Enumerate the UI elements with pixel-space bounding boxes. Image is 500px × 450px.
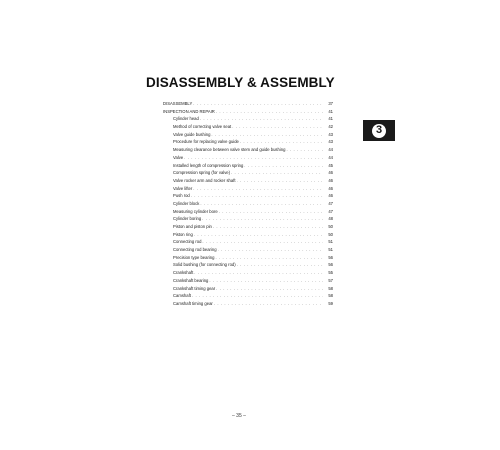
toc-entry (163, 261, 333, 269)
page-number: – 35 – (232, 413, 246, 419)
toc-entry (163, 138, 333, 146)
toc-entry-page: 47 (328, 200, 333, 206)
section-number: 3 (375, 124, 383, 136)
toc-entry-label: Push rod (173, 193, 190, 199)
toc-entry-page: 47 (328, 208, 333, 214)
toc-entry-label: Crankshaft (173, 270, 194, 276)
toc-entry-label: Installed length of compression spring (173, 162, 244, 168)
toc-entry-page: 37 (328, 101, 333, 106)
toc-entry-label: Valve guide bushing (173, 131, 211, 137)
toc-entry-label: Valve rocker arm and rocker shaft (173, 177, 236, 183)
toc-entry-label: Measuring cylinder bore (173, 208, 218, 214)
toc-leader-dots (215, 254, 323, 262)
toc-leader-dots (237, 261, 323, 269)
toc-entry-page: 45 (328, 162, 333, 168)
toc-entry-page: 51 (328, 239, 333, 245)
toc-entry-label: Procedure for replacing valve guide (173, 139, 239, 145)
section-tab (363, 120, 395, 141)
toc-entry (163, 185, 333, 193)
toc-entry (163, 208, 333, 216)
toc-entry-label: Method of correcting valve seat (173, 124, 232, 130)
toc-entry-label: DISASSEMBLY (163, 101, 193, 106)
toc-entry (163, 269, 333, 277)
toc-entry-label: Connecting rod bearing (173, 247, 217, 253)
toc-leader-dots (286, 146, 323, 154)
toc-leader-dots (191, 192, 323, 200)
toc-entry-page: 51 (328, 247, 333, 253)
toc-entry-page: 56 (328, 262, 333, 268)
toc-entry-label: Cylinder block (173, 200, 200, 206)
toc-entry-label: Valve lifter (173, 185, 193, 191)
toc-leader-dots (231, 169, 323, 177)
toc-entry (163, 100, 333, 108)
toc-leader-dots (200, 115, 323, 123)
toc-entry-label: INSPECTION AND REPAIR (163, 108, 215, 114)
toc-entry-page: 56 (328, 254, 333, 260)
toc-entry-page: 44 (328, 154, 333, 160)
toc-entry (163, 192, 333, 200)
toc-entry-label: Camshaft timing gear (173, 300, 213, 306)
toc-leader-dots (216, 285, 323, 293)
toc-entry-page: 44 (328, 147, 333, 153)
toc-entry-page: 58 (328, 285, 333, 291)
toc-entry-label: Valve (173, 154, 184, 160)
toc-leader-dots (218, 246, 323, 254)
toc-entry-label: Camshaft (173, 293, 191, 299)
toc-entry (163, 169, 333, 177)
toc-entry-label: Solid bushing (for connecting rod) (173, 262, 236, 268)
toc-entry-page: 43 (328, 131, 333, 137)
toc-leader-dots (193, 185, 323, 193)
toc-leader-dots (192, 292, 323, 300)
toc-entry (163, 162, 333, 170)
toc-leader-dots (216, 108, 323, 116)
toc-entry (163, 231, 333, 239)
toc-entry-label: Crankshaft bearing (173, 277, 209, 283)
toc-leader-dots (194, 269, 323, 277)
toc-entry-label: Cylinder boring (173, 216, 202, 222)
toc-entry-label: Measuring clearance between valve stem and guide bushing (173, 147, 286, 153)
toc-entry (163, 285, 333, 293)
toc-entry (163, 154, 333, 162)
table-of-contents (163, 100, 333, 308)
toc-entry-page: 55 (328, 270, 333, 276)
page-title: DISASSEMBLY & ASSEMBLY (146, 75, 335, 90)
toc-leader-dots (214, 300, 323, 308)
toc-leader-dots (202, 238, 323, 246)
toc-entry-page: 58 (328, 293, 333, 299)
toc-entry-label: Connecting rod (173, 239, 202, 245)
toc-entry-page: 50 (328, 224, 333, 229)
toc-entry (163, 115, 333, 123)
toc-leader-dots (219, 208, 323, 216)
toc-leader-dots (213, 223, 323, 231)
toc-entry (163, 292, 333, 300)
toc-entry (163, 238, 333, 246)
toc-entry (163, 131, 333, 139)
toc-entry-page: 48 (328, 216, 333, 222)
toc-entry-page: 46 (328, 185, 333, 191)
toc-entry (163, 146, 333, 154)
toc-leader-dots (193, 100, 323, 108)
toc-entry (163, 200, 333, 208)
toc-leader-dots (209, 277, 323, 285)
toc-entry-page: 46 (328, 170, 333, 176)
toc-entry-page: 42 (328, 124, 333, 130)
toc-entry-label: Cylinder head (173, 116, 199, 122)
toc-leader-dots (237, 177, 323, 185)
toc-entry-label: Piston ring (173, 231, 193, 237)
toc-entry-page: 59 (328, 300, 333, 306)
toc-leader-dots (184, 154, 323, 162)
toc-entry (163, 223, 333, 231)
toc-entry (163, 123, 333, 131)
toc-entry (163, 246, 333, 254)
toc-leader-dots (240, 138, 323, 146)
toc-leader-dots (202, 215, 323, 223)
toc-entry-page: 46 (328, 193, 333, 199)
toc-leader-dots (200, 200, 323, 208)
toc-entry-page: 41 (328, 108, 333, 114)
toc-entry-label: Compression spring (for valve) (173, 170, 231, 176)
toc-entry (163, 215, 333, 223)
toc-entry (163, 254, 333, 262)
toc-leader-dots (194, 231, 323, 239)
toc-entry (163, 177, 333, 185)
toc-entry-page: 46 (328, 177, 333, 183)
toc-entry-page: 50 (328, 231, 333, 237)
section-number-circle (372, 124, 386, 138)
toc-leader-dots (232, 123, 323, 131)
toc-entry (163, 108, 333, 116)
toc-entry-page: 57 (328, 277, 333, 283)
toc-entry (163, 300, 333, 308)
toc-entry-page: 43 (328, 139, 333, 145)
toc-leader-dots (211, 131, 323, 139)
toc-entry (163, 277, 333, 285)
toc-entry-page: 41 (328, 116, 333, 122)
toc-entry-label: Piston and piston pin (173, 224, 212, 229)
toc-entry-label: Crankshaft timing gear (173, 285, 216, 291)
toc-entry-label: Precision type bearing (173, 254, 215, 260)
toc-leader-dots (244, 162, 323, 170)
